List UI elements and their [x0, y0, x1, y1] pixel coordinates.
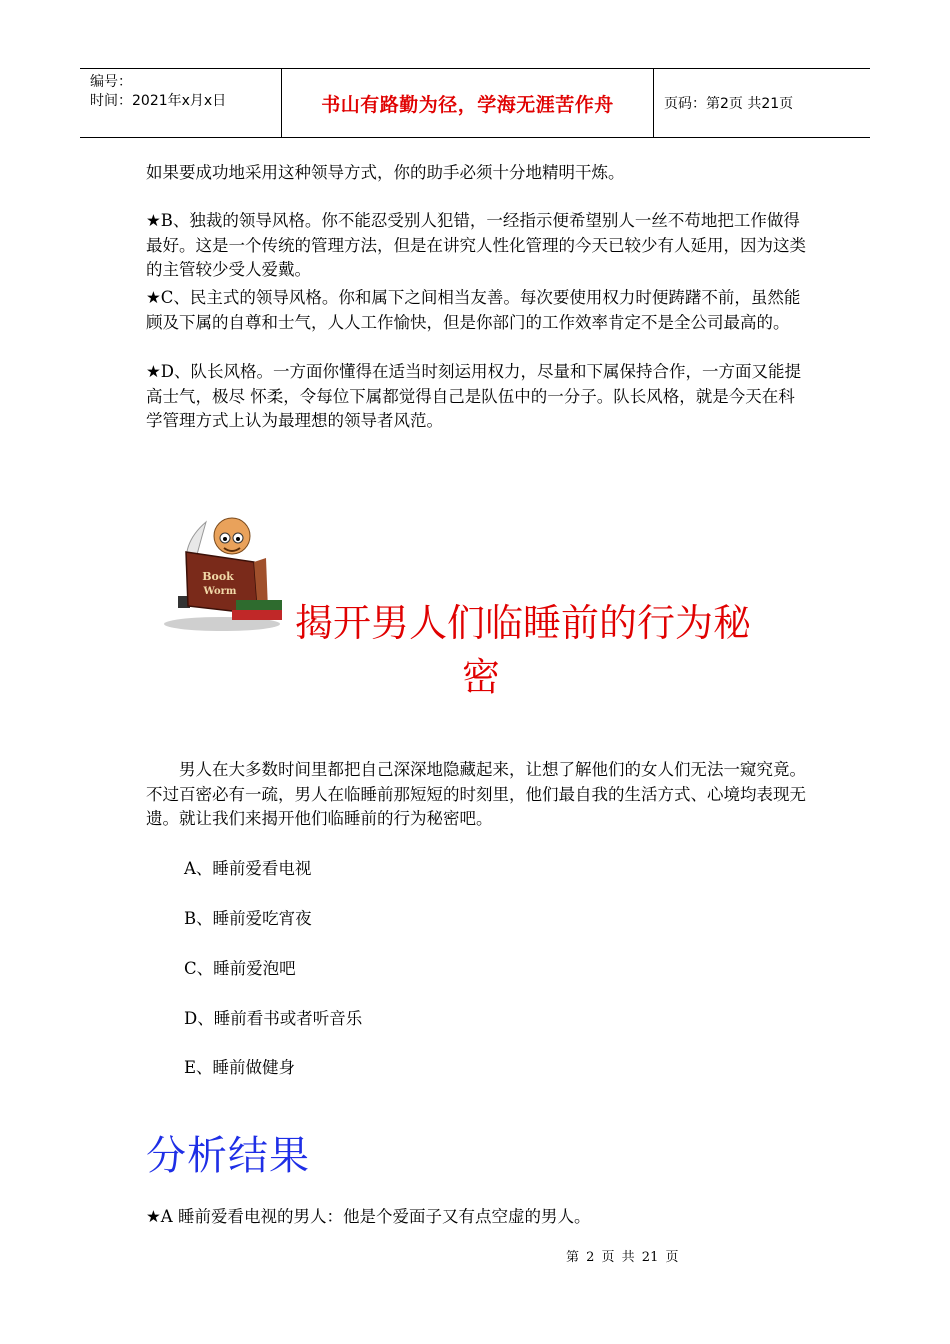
section-intro-paragraph: 男人在大多数时间里都把自己深深地隐藏起来，让想了解他们的女人们无法一窥究竟。不过百密必有一疏，男人在临睡前那短短的时刻里，他们最自我的生活方式、心境均表现无遗。就让我们来揭开他们临睡前的行为秘密吧。 [146, 760, 806, 828]
intro-line: 如果要成功地采用这种领导方式，你的助手必须十分地精明干炼。 [146, 163, 625, 182]
section-title [295, 596, 815, 704]
page-header [80, 68, 870, 138]
option-e: E、睡前做健身 [184, 1058, 296, 1077]
header-page-info: 页码：第2页 共21页 [664, 96, 794, 112]
analysis-first-result: ★A 睡前爱看电视的男人：他是个爱面子又有点空虚的男人。 [146, 1207, 591, 1226]
book-cover-text-1: Book [202, 570, 234, 583]
option-b: B、睡前爱吃宵夜 [184, 909, 312, 928]
style-d-paragraph: ★D、队长风格。一方面你懂得在适当时刻运用权力，尽量和下属保持合作，一方面又能提高士气，极尽 怀柔，令每位下属都觉得自己是队伍中的一分子。队长风格，就是今天在科学管理方式上认为最理想的领导者风范。 [146, 362, 802, 430]
option-d: D、睡前看书或者听音乐 [184, 1009, 363, 1028]
header-meta [80, 69, 282, 137]
style-c-paragraph: ★C、民主式的领导风格。你和属下之间相当友善。每次要使用权力时便踌躇不前，虽然能顾及下属的自尊和士气，人人工作愉快，但是你部门的工作效率肯定不是全公司最高的。 [146, 288, 801, 332]
header-time-label: 时间：2021年x月x日 [90, 93, 227, 109]
book-cover-text-2: Worm [203, 586, 237, 597]
section-title-line2: 密 [461, 655, 500, 699]
header-motto: 书山有路勤为径，学海无涯苦作舟 [282, 69, 654, 137]
option-a: A、睡前爱看电视 [184, 859, 312, 878]
style-b-paragraph: ★B、独裁的领导风格。你不能忍受别人犯错，一经指示便希望别人一丝不苟地把工作做得最好。这是一个传统的管理方法，但是在讲究人性化管理的今天已较少有人延用，因为这类的主管较少受人爱戴。 [146, 211, 806, 279]
analysis-heading: 分析结果 [146, 1133, 310, 1179]
page-footer: 第 2 页 共 21 页 [566, 1250, 679, 1265]
bookworm-reading-icon [158, 514, 290, 632]
section-title-line1: 揭开男人们临睡前的行为秘 [295, 601, 752, 645]
option-c: C、睡前爱泡吧 [184, 959, 296, 978]
header-number-label: 编号： [90, 74, 132, 90]
